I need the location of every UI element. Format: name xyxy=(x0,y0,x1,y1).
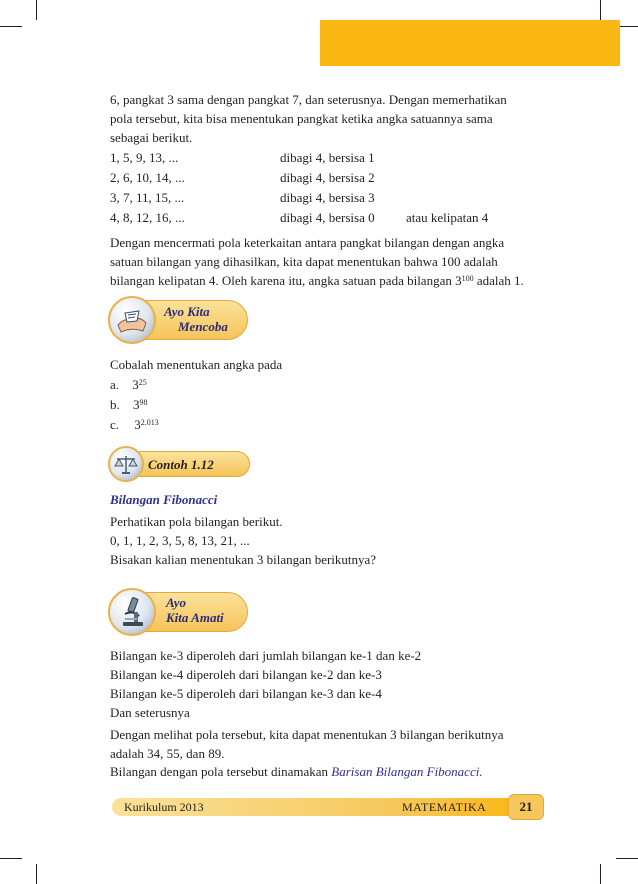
exercise-item: a. $3^{25}$ xyxy=(110,377,147,392)
crop-mark xyxy=(600,864,601,884)
paragraph-line: satuan bilangan yang dihasilkan, kita dapat menentukan bahwa 100 adalah xyxy=(110,254,498,269)
fibonacci-sequence: 0, 1, 1, 2, 3, 5, 8, 13, 21, ... xyxy=(110,533,250,548)
pattern-rule: dibagi 4, bersisa 0 xyxy=(280,210,375,225)
footer-curriculum: Kurikulum 2013 xyxy=(124,800,204,814)
pattern-rule: dibagi 4, bersisa 1 xyxy=(280,150,375,165)
exercise-item: c. $3^{2.013}$ xyxy=(110,417,159,432)
hands-icon xyxy=(108,296,156,344)
footer-subject: MATEMATIKA xyxy=(402,800,487,814)
observe-line: Dan seterusnya xyxy=(110,705,190,720)
crop-mark xyxy=(36,0,37,20)
paragraph-line: pola tersebut, kita bisa menentukan pangkat ketika angka satuannya sama xyxy=(110,111,493,126)
exercise-item: b. $3^{98}$ xyxy=(110,397,148,412)
pattern-rule: dibagi 4, bersisa 3 xyxy=(280,190,375,205)
fibonacci-paragraph xyxy=(110,512,546,569)
ayo-kita-amati-badge xyxy=(108,588,248,628)
section-title: Bilangan Fibonacci xyxy=(110,492,218,507)
crop-mark xyxy=(0,26,22,27)
pattern-note: atau kelipatan 4 xyxy=(406,210,489,225)
pattern-rule: dibagi 4, bersisa 2 xyxy=(280,170,375,185)
example-badge xyxy=(108,446,248,486)
crop-mark xyxy=(0,858,22,859)
paragraph-line: Perhatikan pola bilangan berikut. xyxy=(110,514,283,529)
badge-label: Contoh 1.12 xyxy=(148,457,214,472)
pattern-sequence: 2, 6, 10, 14, ... xyxy=(110,170,185,185)
crop-mark xyxy=(600,0,601,20)
badge-label: Ayo xyxy=(166,595,186,610)
fibonacci-term: Barisan Bilangan Fibonacci. xyxy=(331,764,483,779)
paragraph-line: Bisakan kalian menentukan 3 bilangan berikutnya? xyxy=(110,552,377,567)
crop-mark xyxy=(616,858,638,859)
observe-line: Bilangan ke-4 diperoleh dari bilangan ke-2 dan ke-3 xyxy=(110,667,382,682)
ayo-kita-mencoba-badge xyxy=(108,296,248,336)
exponent: 2.013 xyxy=(140,418,159,427)
intro-paragraph xyxy=(110,90,546,147)
crop-mark xyxy=(36,864,37,884)
observe-line: Bilangan ke-5 diperoleh dari bilangan ke-3 dan ke-4 xyxy=(110,686,382,701)
conclusion-paragraph xyxy=(110,725,546,763)
exercise-item-label: c. xyxy=(110,417,120,432)
page-number: 21 xyxy=(508,794,544,820)
exponent: 100 xyxy=(461,274,474,283)
page-footer xyxy=(112,794,542,820)
exercise-item-label: a. xyxy=(110,377,120,392)
badge-label: Kita Amati xyxy=(166,610,224,625)
pattern-sequence: 3, 7, 11, 15, ... xyxy=(110,190,185,205)
exponent: 98 xyxy=(139,398,148,407)
scale-icon xyxy=(108,446,144,482)
observation-paragraph xyxy=(110,233,546,290)
pattern-sequence: 4, 8, 12, 16, ... xyxy=(110,210,185,225)
paragraph-line: bilangan kelipatan 4. Oleh karena itu, angka satuan pada bilangan $3^{100}$ adalah 1. xyxy=(110,273,524,288)
header-color-band xyxy=(320,20,620,66)
exercise-prompt: Cobalah menentukan angka pada xyxy=(110,357,283,372)
pattern-sequence: 1, 5, 9, 13, ... xyxy=(110,150,179,165)
exercise-item-label: b. xyxy=(110,397,120,412)
naming-line: Bilangan dengan pola tersebut dinamakan Barisan Bilangan Fibonacci. xyxy=(110,764,483,779)
exponent: 25 xyxy=(138,378,147,387)
paragraph-line: Dengan melihat pola tersebut, kita dapat menentukan 3 bilangan berikutnya xyxy=(110,727,504,742)
paragraph-line: adalah 34, 55, dan 89. xyxy=(110,746,225,761)
paragraph-line: sebagai berikut. xyxy=(110,130,193,145)
badge-label: Mencoba xyxy=(178,319,228,334)
observe-list xyxy=(110,646,546,722)
badge-label: Ayo Kita xyxy=(164,304,210,319)
observe-line: Bilangan ke-3 diperoleh dari jumlah bilangan ke-1 dan ke-2 xyxy=(110,648,422,663)
paragraph-line: Dengan mencermati pola keterkaitan antara pangkat bilangan dengan angka xyxy=(110,235,505,250)
microscope-icon xyxy=(108,588,156,636)
paragraph-line: 6, pangkat 3 sama dengan pangkat 7, dan seterusnya. Dengan memerhatikan xyxy=(110,92,507,107)
